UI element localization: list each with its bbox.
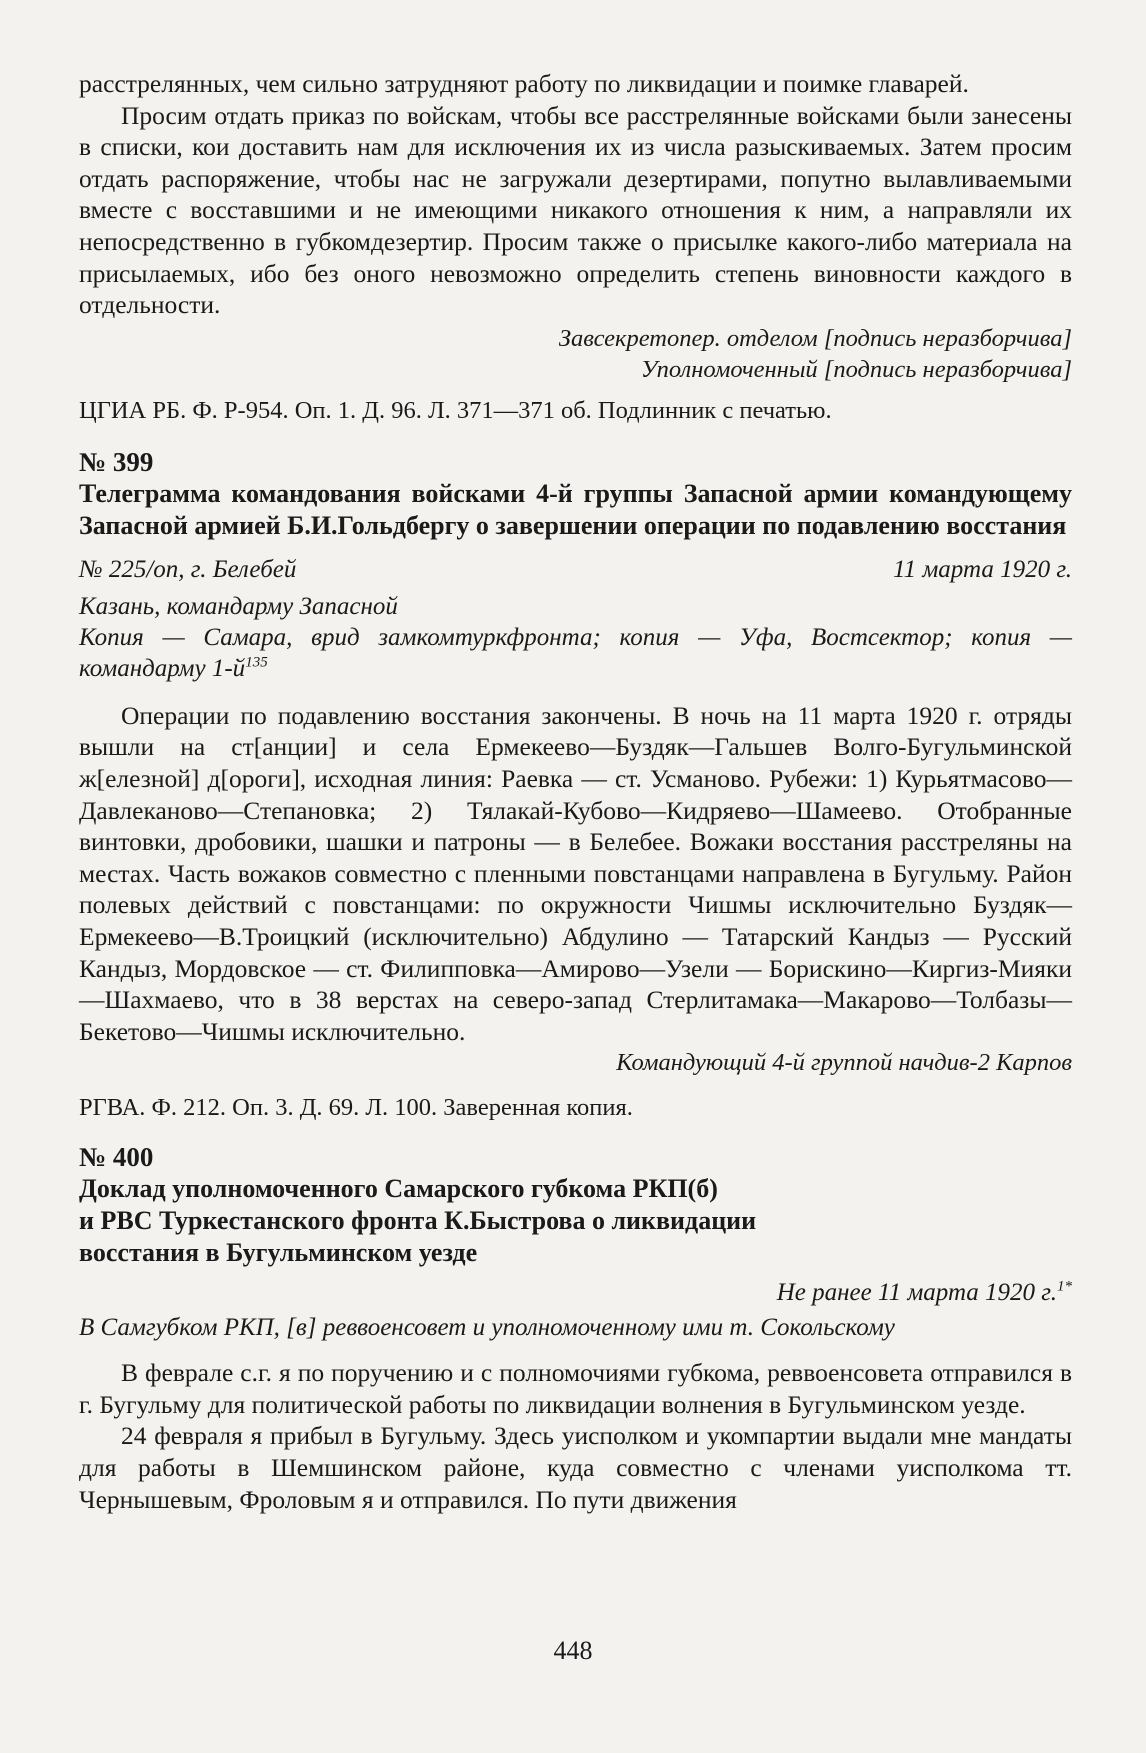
page-number: 448 xyxy=(553,1636,593,1665)
doc400-title-line-1: Доклад уполномоченного Самарского губкома РКП(б) xyxy=(79,1174,718,1204)
doc399-date: 11 марта 1920 г. xyxy=(892,555,1072,583)
doc399-ref-row xyxy=(79,554,1072,585)
doc400-title-line-2: и РВС Туркестанского фронта К.Быстрова о ликвидации xyxy=(79,1206,757,1236)
doc398-paragraph-1: расстрелянных, чем сильно затрудняют работу по ликвидации и поимке главарей. xyxy=(79,69,969,98)
doc400-address: В Самгубком РКП, [в] реввоенсовет и уполномоченному ими т. Сокольскому xyxy=(79,1314,895,1342)
doc399-footnote-mark: 135 xyxy=(245,654,268,671)
doc399-number: № 399 xyxy=(79,446,154,477)
doc398-signature-1: Завсекретопер. отделом [подпись неразборчива] xyxy=(558,324,1072,352)
doc399-ref: № 225/оп, г. Белебей xyxy=(79,555,297,583)
doc398-paragraph-2: Просим отдать приказ по войскам, чтобы все расстрелянные войсками были занесены в списки, кои доставить нам для исключения их из числа разыскиваемых. Затем просим отдать распоряжение, чтобы нас не загружали дезертирами, попутно вылавливаемыми вместе с восставшими и не имеющими никакого отношения к ним, а направляли их непосредственно в губкомдезертир. Просим также о присылке какого-либо материала на присылаемых, ибо без оного невозможно определить степень виновности каждого в отдельности. xyxy=(79,100,1072,320)
doc399-signature: Командующий 4-й группой начдив-2 Карпов xyxy=(616,1049,1072,1077)
doc399-text: Операции по подавлению восстания закончены. В ночь на 11 марта 1920 г. отряды вышли на ст[анции] и села Ермекеево—Буздяк—Гальшев Волго-Бугульминской ж[елезной] д[ороги], исходная линия: Раевка — ст. Усманово. Рубежи: 1) Курьятмасово—Давлеканово—Степановка; 2) Тялакай-Кубово—Кидряево—Шамеево. Отобранные винтовки, дробовики, шашки и патроны — в Белебее. Вожаки восстания расстреляны на местах. Часть вожаков совместно с пленными повстанцами направлена в Бугульму. Район полевых действий с повстанцами: по окружности Чишмы исключительно Буздяк—Ермекеево—В.Троицкий (исключительно) Абдулино — Татарский Кандыз — Русский Кандыз, Мордовское — ст. Филипповка—Амирово—Узели — Борискино—Киргиз-Мияки—Шахмаево, что в 38 верстах на северо-запад Стерлитамака—Макарово—Толбазы—Бекетово—Чишмы исключительно. xyxy=(79,700,1072,1046)
doc398-signature-2: Уполномоченный [подпись неразборчива] xyxy=(640,355,1072,383)
doc400-date xyxy=(79,1277,1072,1308)
doc400-number: № 400 xyxy=(79,1142,154,1173)
doc399-address-1: Казань, командарму Запасной xyxy=(79,592,398,620)
doc400-paragraph-2: 24 февраля я прибыл в Бугульму. Здесь уисполком и укомпартии выдали мне мандаты для работы в Шемшинском районе, куда совместно с членами уисполкома тт. Чернышевым, Фроловым я и отправился. По пути движения xyxy=(79,1421,1072,1514)
doc398-source: ЦГИА РБ. Ф. Р-954. Оп. 1. Д. 96. Л. 371—371 об. Подлинник с печатью. xyxy=(79,396,832,424)
doc400-date-text: Не ранее 11 марта 1920 г. xyxy=(776,1279,1057,1307)
doc400-date-footnote: 1* xyxy=(1057,1278,1072,1295)
doc399-source: РГВА. Ф. 212. Оп. 3. Д. 69. Л. 100. Заверенная копия. xyxy=(79,1094,633,1122)
doc399-title: Телеграмма командования войсками 4-й группы Запасной армии командующему Запасной армией Б.И.Гольдбергу о завершении операции по подавлению восстания xyxy=(79,478,1072,540)
document-page xyxy=(79,68,1072,1515)
doc400-paragraph-1: В феврале с.г. я по поручению и с полномочиями губкома, реввоенсовета отправился в г. Бугульму для политической работы по ликвидации волнения в Бугульминском уезде. xyxy=(79,1358,1072,1419)
doc400-title-line-3: восстания в Бугульминском уезде xyxy=(79,1238,478,1268)
doc399-address-2 xyxy=(79,622,1072,684)
doc399-address-2-text: Копия — Самара, врид замкомтуркфронта; копия — Уфа, Востсектор; копия — командарму 1-й xyxy=(79,623,1072,682)
